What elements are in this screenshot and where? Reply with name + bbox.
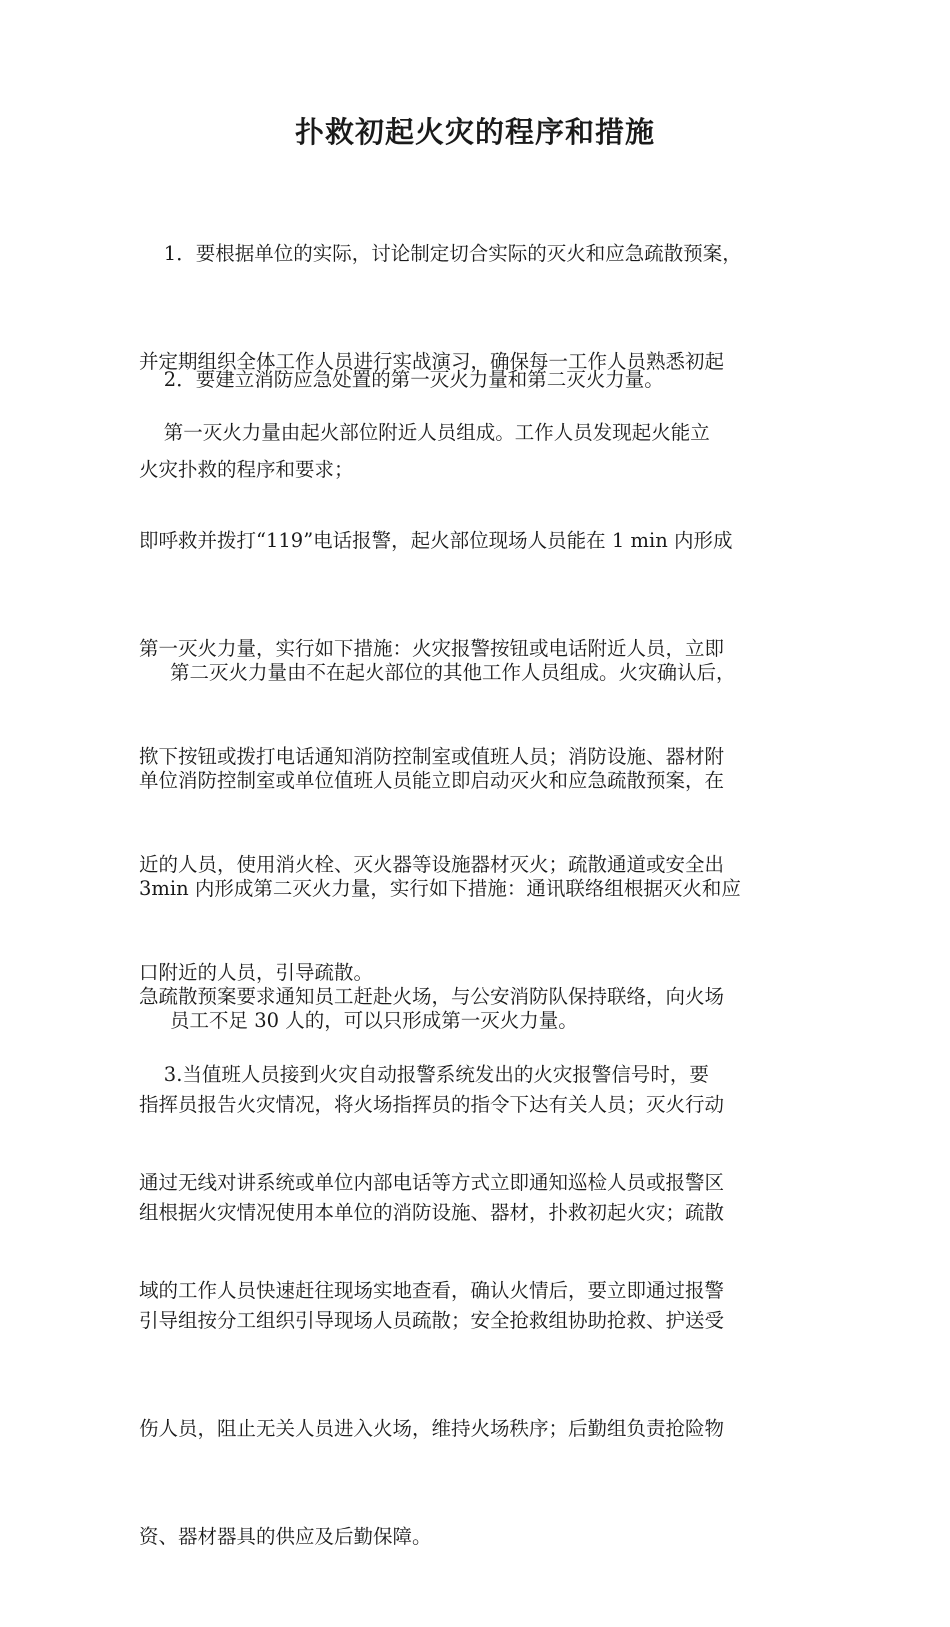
text-line: 单位消防控制室或单位值班人员能立即启动灭火和应急疏散预案，在	[139, 769, 725, 792]
text-line: 3min 内形成第二灭火力量，实行如下措施：通讯联络组根据灭火和应	[139, 877, 741, 900]
text-line: 口附近的人员，引导疏散。	[139, 961, 374, 984]
text-line: 火灾扑救的程序和要求；	[139, 458, 354, 481]
text-line: 引导组按分工组织引导现场人员疏散；安全抢救组协助抢救、护送受	[139, 1309, 725, 1332]
text-line: 域的工作人员快速赶往现场实地查看，确认火情后，要立即通过报警	[139, 1279, 725, 1302]
text-line: 组根据火灾情况使用本单位的消防设施、器材，扑救初起火灾；疏散	[139, 1201, 725, 1224]
text-line: 资、器材器具的供应及后勤保障。	[139, 1525, 432, 1548]
text-line: 指挥员报告火灾情况，将火场指挥员的指令下达有关人员；灭火行动	[139, 1093, 725, 1116]
text-line: 并定期组织全体工作人员进行实战演习，确保每一工作人员熟悉初起	[139, 350, 725, 373]
text-line: 第一灭火力量，实行如下措施：火灾报警按钮或电话附近人员，立即	[139, 637, 725, 660]
paragraph-6	[139, 985, 829, 1381]
text-line: 2．要建立消防应急处置的第一灭火力量和第二灭火力量。	[139, 368, 664, 391]
text-line: 3.当值班人员接到火灾自动报警系统发出的火灾报警信号时，要	[139, 1063, 709, 1086]
text-line: 通过无线对讲系统或单位内部电话等方式立即通知巡检人员或报警区	[139, 1171, 725, 1194]
document-title: 扑救初起火灾的程序和措施	[294, 115, 655, 149]
text-line: 即呼救并拨打“119”电话报警，起火部位现场人员能在 1 min 内形成	[139, 529, 733, 552]
text-line: 第一灭火力量由起火部位附近人员组成。工作人员发现起火能立	[139, 421, 710, 444]
text-line: 近的人员，使用消火栓、灭火器等设施器材灭火；疏散通道或安全出	[139, 853, 725, 876]
text-line: 员工不足 30 人的，可以只形成第一灭火力量。	[139, 1009, 578, 1032]
text-line: 第二灭火力量由不在起火部位的其他工作人员组成。火灾确认后，	[139, 661, 736, 684]
text-line: 揿下按钮或拨打电话通知消防控制室或值班人员；消防设施、器材附	[139, 745, 725, 768]
text-line: 伤人员，阻止无关人员进入火场，维持火场秩序；后勤组负责抢险物	[139, 1417, 725, 1440]
text-line: 急疏散预案要求通知员工赶赴火场，与公安消防队保持联络，向火场	[139, 985, 725, 1008]
text-line: 1．要根据单位的实际，讨论制定切合实际的灭火和应急疏散预案，	[139, 242, 742, 265]
